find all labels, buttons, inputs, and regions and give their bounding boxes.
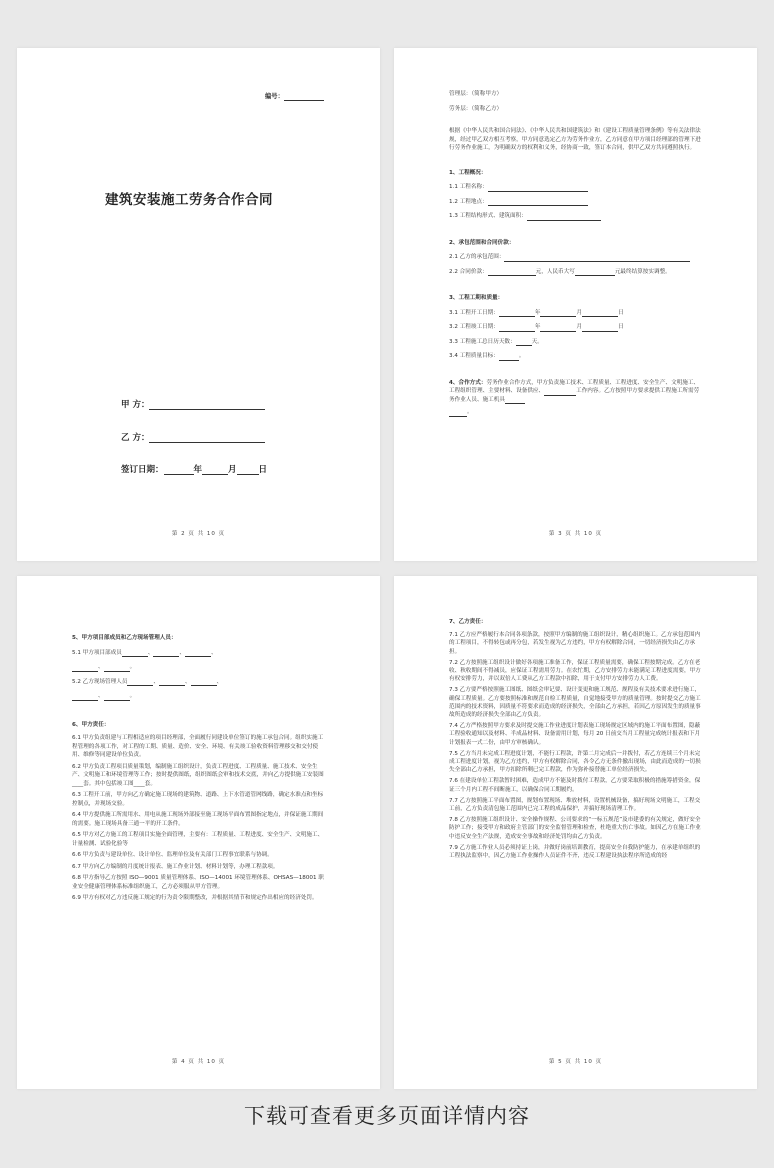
contract-title: 建筑安装施工劳务合作合同	[105, 192, 273, 208]
section-7-heading: 7、乙方责任：	[449, 619, 487, 625]
clause-6-1: 6.1 甲方负责组建与工程相适应的项目经理部，全面履行同建设单位签订的施工承包合同。组织实施工程管理的各项工作，对工程的工期、质量、造价、安全、环境、有关竣工验收资料管理移交和交付使用、维修等同建设单位负责。	[72, 735, 324, 758]
manager-line: 管理层：（简称甲方）	[449, 91, 503, 97]
page-number: 第 2 页 共 10 页	[171, 531, 226, 537]
labor-line: 劳务层：（简称乙方）	[449, 105, 503, 112]
document-page-2: 管理层：（简称甲方） 劳务层：（简称乙方） 根据《中华人民共和国合同法》、《中华人民共和国建筑法》和《建设工程质量管理条例》等有关法律法规，经过甲乙双方相互考察，甲方同意选定乙方为劳务作业方，乙方同意在甲方项目经理部的管理下进行劳务作业施工，为明确双方的权利和义务，经协商一致，签订本合同，供甲乙双方共同遵照执行。 1、工程概况： 1.1 工程名称： 1.2 工程地点： 1.3 工程结构形式、建筑面积： 2、承包范围和合同价款： 2.1 乙方的承包范围： 2.2 合同价款： 元，人民币大写 元最终结算按实调整。 3、工程工期和质量： 3.1 工程开工日期： 年 月 日 3.2 工程竣工日期： 年 月 日 3.3 工程施工总日历天数： 天。 3.4 工程质量目标： 。 4、合作方式：劳务作业合作方式，甲方负责施工技术、工程质量、工程进度、安全生产、文明施工、工程组织管理、主要材料、设备供应、 工作内容。乙方按照甲方要求提供工程施工所需劳务作业人员、施工机具 。 第 3 页 共 10 页	[394, 48, 757, 561]
section-6-items	[72, 734, 326, 903]
sign-date-label: 签订日期：	[121, 465, 164, 475]
section-1-heading: 1、工程概况：	[449, 169, 487, 176]
section-3-heading: 3、工程工期和质量：	[449, 295, 504, 301]
clause-7-8: 7.8 乙方按照施工组织设计、安全操作规程、公司要求的“一标五规范”及市建委的有关规定，做好安全防护工作；接受甲方和政府主管部门的安全监督管理和检查，杜绝重大伤亡事故。如因乙方在施工作业中违反安全生产法规，造成安全事故和经济处罚均由乙方负责。	[449, 817, 701, 840]
party-a-field	[121, 398, 265, 410]
party-a-label: 甲 方：	[121, 400, 150, 410]
clause-7-1: 7.1 乙方应严格履行本合同各项条款，按照甲方编制的施工组织设计，精心组织施工。乙方承包范围内的工程项目，不得转包或再分包，若发生视为乙方违约，甲方有权解除合同，一切经济损失由乙方承担。	[449, 632, 701, 655]
section-2-heading: 2、承包范围和合同价款：	[449, 239, 515, 246]
document-page-3: 5、甲方项目部成员和乙方现场管理人员： 5.1 甲方项目部成员 、 、 、 、 。 5.2 乙方现场管理人员 、 、 、 、 。 6、甲方责任： 6.1 甲方负责组建与工程相适应的项目经理部，全面履行同建设单位签订的施工承包合同。组织实施工程管理的各项工作，对工程的工期、质量、造价、安全、环境、有关竣工验收资料管理移交和交付使用、维修等同建设单位负责。 6.2 甲方负责工程项目质量策划，编制施工组织设计，负责工程进度、工程质量、施工技术、安全生产、文明施工和环境管理等工作；按时提供图纸，组织图纸会审和技术交底，并向乙方提供施工安装图____套。其中包括竣工图____套。 6.3 工程开工前，甲方向乙方确定施工现场的建筑物、道路、上下水管道管网线路，确定水准点和坐标控制点，并现场交验。 6.4 甲方提供施工所需用水、用电从施工现场外部接至施工现场平面布置图指定地点，并保证施工期间的需要。施工现场具备三通一平的开工条件。 6.5 甲方对乙方施工的工程项目实施全面管理，主要有：工程质量、工程进度、安全生产、文明施工、计量检测、试验化验等 6.6 甲方负责与建设单位、设计单位、监理单位及有关部门工程事宜联系与协调。 6.7 甲方向乙方编制的月度统计报表、施工作业计划、材料计划等，办理工程款项。 6.8 甲方指导乙方按照 ISO—9001 质量管理体系、ISO—14001 环境管理体系、OHSAS—18001 职业安全健康管理体系标准组织施工，乙方必须服从甲方管理。 6.9 甲方有权对乙方违反施工规定的行为责令限期整改，并根据其情节和规定作出相应的经济处罚。 第 4 页 共 10 页	[17, 576, 380, 1089]
clause-6-2: 6.2 甲方负责工程项目质量策划，编制施工组织设计，负责工程进度、工程质量、施工技术、安全生产、文明施工和环境管理等工作；按时提供图纸，组织图纸会审和技术交底，并向乙方提供施工安装图____套。其中包括竣工图____套。	[72, 763, 324, 787]
intro-paragraph: 根据《中华人民共和国合同法》、《中华人民共和国建筑法》和《建设工程质量管理条例》等有关法律法规，经过甲乙双方相互考察，甲方同意选定乙方为劳务作业方，乙方同意在甲方项目经理部的管理下进行劳务作业施工，为明确双方的权利和义务，经协商一致，签订本合同，供甲乙双方共同遵照执行。	[449, 128, 701, 151]
party-b-label: 乙 方：	[121, 433, 150, 443]
number-label: 编号：	[265, 93, 284, 100]
clause-6-4: 6.4 甲方提供施工所需用水、用电从施工现场外部接至施工现场平面布置图指定地点，并保证施工期间的需要。施工现场具备三通一平的开工条件。	[72, 812, 324, 827]
clause-6-6: 6.6 甲方负责与建设单位、设计单位、监理单位及有关部门工程事宜联系与协调。	[72, 852, 273, 858]
clause-7-9: 7.9 乙方施工作业人员必须持证上岗，并做好岗前培训教育，提高安全自我防护能力，在承建单组织的工程执法监察中，因乙方施工作业操作人员证件不齐，违反工程建设执法程序所造成的经	[449, 844, 701, 860]
section-6-heading: 6、甲方责任：	[72, 721, 110, 728]
clause-7-2: 7.2 乙方按照施工组织设计做好各项施工准备工作，保证工程质量需要，确保工程按期完成。乙方在老收、秋收期间不得减员，应保证工程需用劳力。在农忙期，乙方安排劳力未能满足工程进度需要，甲方有权安排劳力，并以双倍人工费从乙方工程款中扣除，用于支付甲方安排劳力人工费。	[449, 659, 701, 683]
clause-6-8: 6.8 甲方指导乙方按照 ISO—9001 质量管理体系、ISO—14001 环境管理体系、OHSAS—18001 职业安全健康管理体系标准组织施工，乙方必须服从甲方管理。	[72, 875, 324, 890]
section-5-heading: 5、甲方项目部成员和乙方现场管理人员：	[72, 635, 177, 641]
contract-number-field	[265, 92, 324, 101]
document-page-cover	[17, 48, 380, 561]
party-b-field	[121, 431, 265, 443]
clause-6-3: 6.3 工程开工前，甲方向乙方确定施工现场的建筑物、道路、上下水管道管网线路，确定水准点和坐标控制点，并现场交验。	[72, 792, 324, 807]
party-b-blank	[149, 433, 265, 443]
page-number: 第 4 页 共 10 页	[171, 1059, 226, 1065]
clause-6-7: 6.7 甲方向乙方编制的月度统计报表、施工作业计划、材料计划等，办理工程款项。	[72, 863, 279, 870]
page-number: 第 3 页 共 10 页	[548, 531, 603, 537]
download-prompt[interactable]: 下载可查看更多页面详情内容	[244, 1104, 530, 1128]
clause-7-6: 7.6 在建设单位工程款暂时困难，造成甲方不能及时拨付工程款，乙方要采取积极的措施筹措资金，保证三个月内工程不间断施工，以确保合同工期履约。	[449, 778, 701, 793]
clause-7-7: 7.7 乙方按照施工平面布置图，规划布置现场、堆放材料，设置机械设备，搞好现场文明施工，工程交工前，乙方负责清包施工范围内已完工程的成品保护，并搞好现场清理工作。	[449, 797, 701, 813]
section-7-items	[449, 631, 703, 860]
clause-7-3: 7.3 乙方要严格按照施工图纸、图纸会审记要、设计变更和施工规范、规程及有关技术要求进行施工，确保工程质量。乙方要按照标准和规范自检工程质量，自觉地接受甲方的质量管理。按时提交乙方施工范围内的技术资料，因质量不符要求而造成的经济损失，全部由乙方承担，若因乙方原因发生的质量事故所造成的经济损失全部由乙方负责。	[449, 687, 701, 719]
sign-date-field: 签订日期： 年 月 日	[121, 465, 268, 475]
clause-6-5: 6.5 甲方对乙方施工的工程项目实施全面管理，主要有：工程质量、工程进度、安全生产、文明施工、计量检测、试验化验等	[72, 832, 324, 847]
clause-7-4: 7.4 乙方严格按照甲方要求及时提交施工作业进度计划表施工现场规定区域内的施工平面布置图，隐蔽工程验收通知以及材料、半成品材料、设备需用计划，每月 20 日前交当月工程量完成统计报表和下月计划报表一式二份，由甲方审核确认。	[449, 723, 701, 746]
number-blank	[284, 93, 324, 101]
section-4-paragraph: 4、合作方式：劳务作业合作方式，甲方负责施工技术、工程质量、工程进度、安全生产、文明施工、工程组织管理、主要材料、设备供应、 工作内容。乙方按照甲方要求提供工程施工所需劳务作业人员、施工机具	[449, 379, 700, 403]
clause-6-9: 6.9 甲方有权对乙方违反施工规定的行为责令限期整改，并根据其情节和规定作出相应的经济处罚。	[72, 895, 318, 901]
page-number: 第 5 页 共 10 页	[548, 1059, 603, 1065]
party-a-blank	[149, 400, 265, 410]
document-page-4	[394, 576, 757, 1089]
clause-7-5: 7.5 乙方当月未完成工程进度计划，不能行工程款，许第二月完成后一并拨付，若乙方连续三个月未完成工程进度计划，视为乙方违约，甲方有权解除合同，各令乙方无条件撤出现场，由此而造成的一切损失全部由乙方承担，甲方扣除所剩已完工程款，作为弥补接替施工单位经济损失。	[449, 750, 701, 774]
